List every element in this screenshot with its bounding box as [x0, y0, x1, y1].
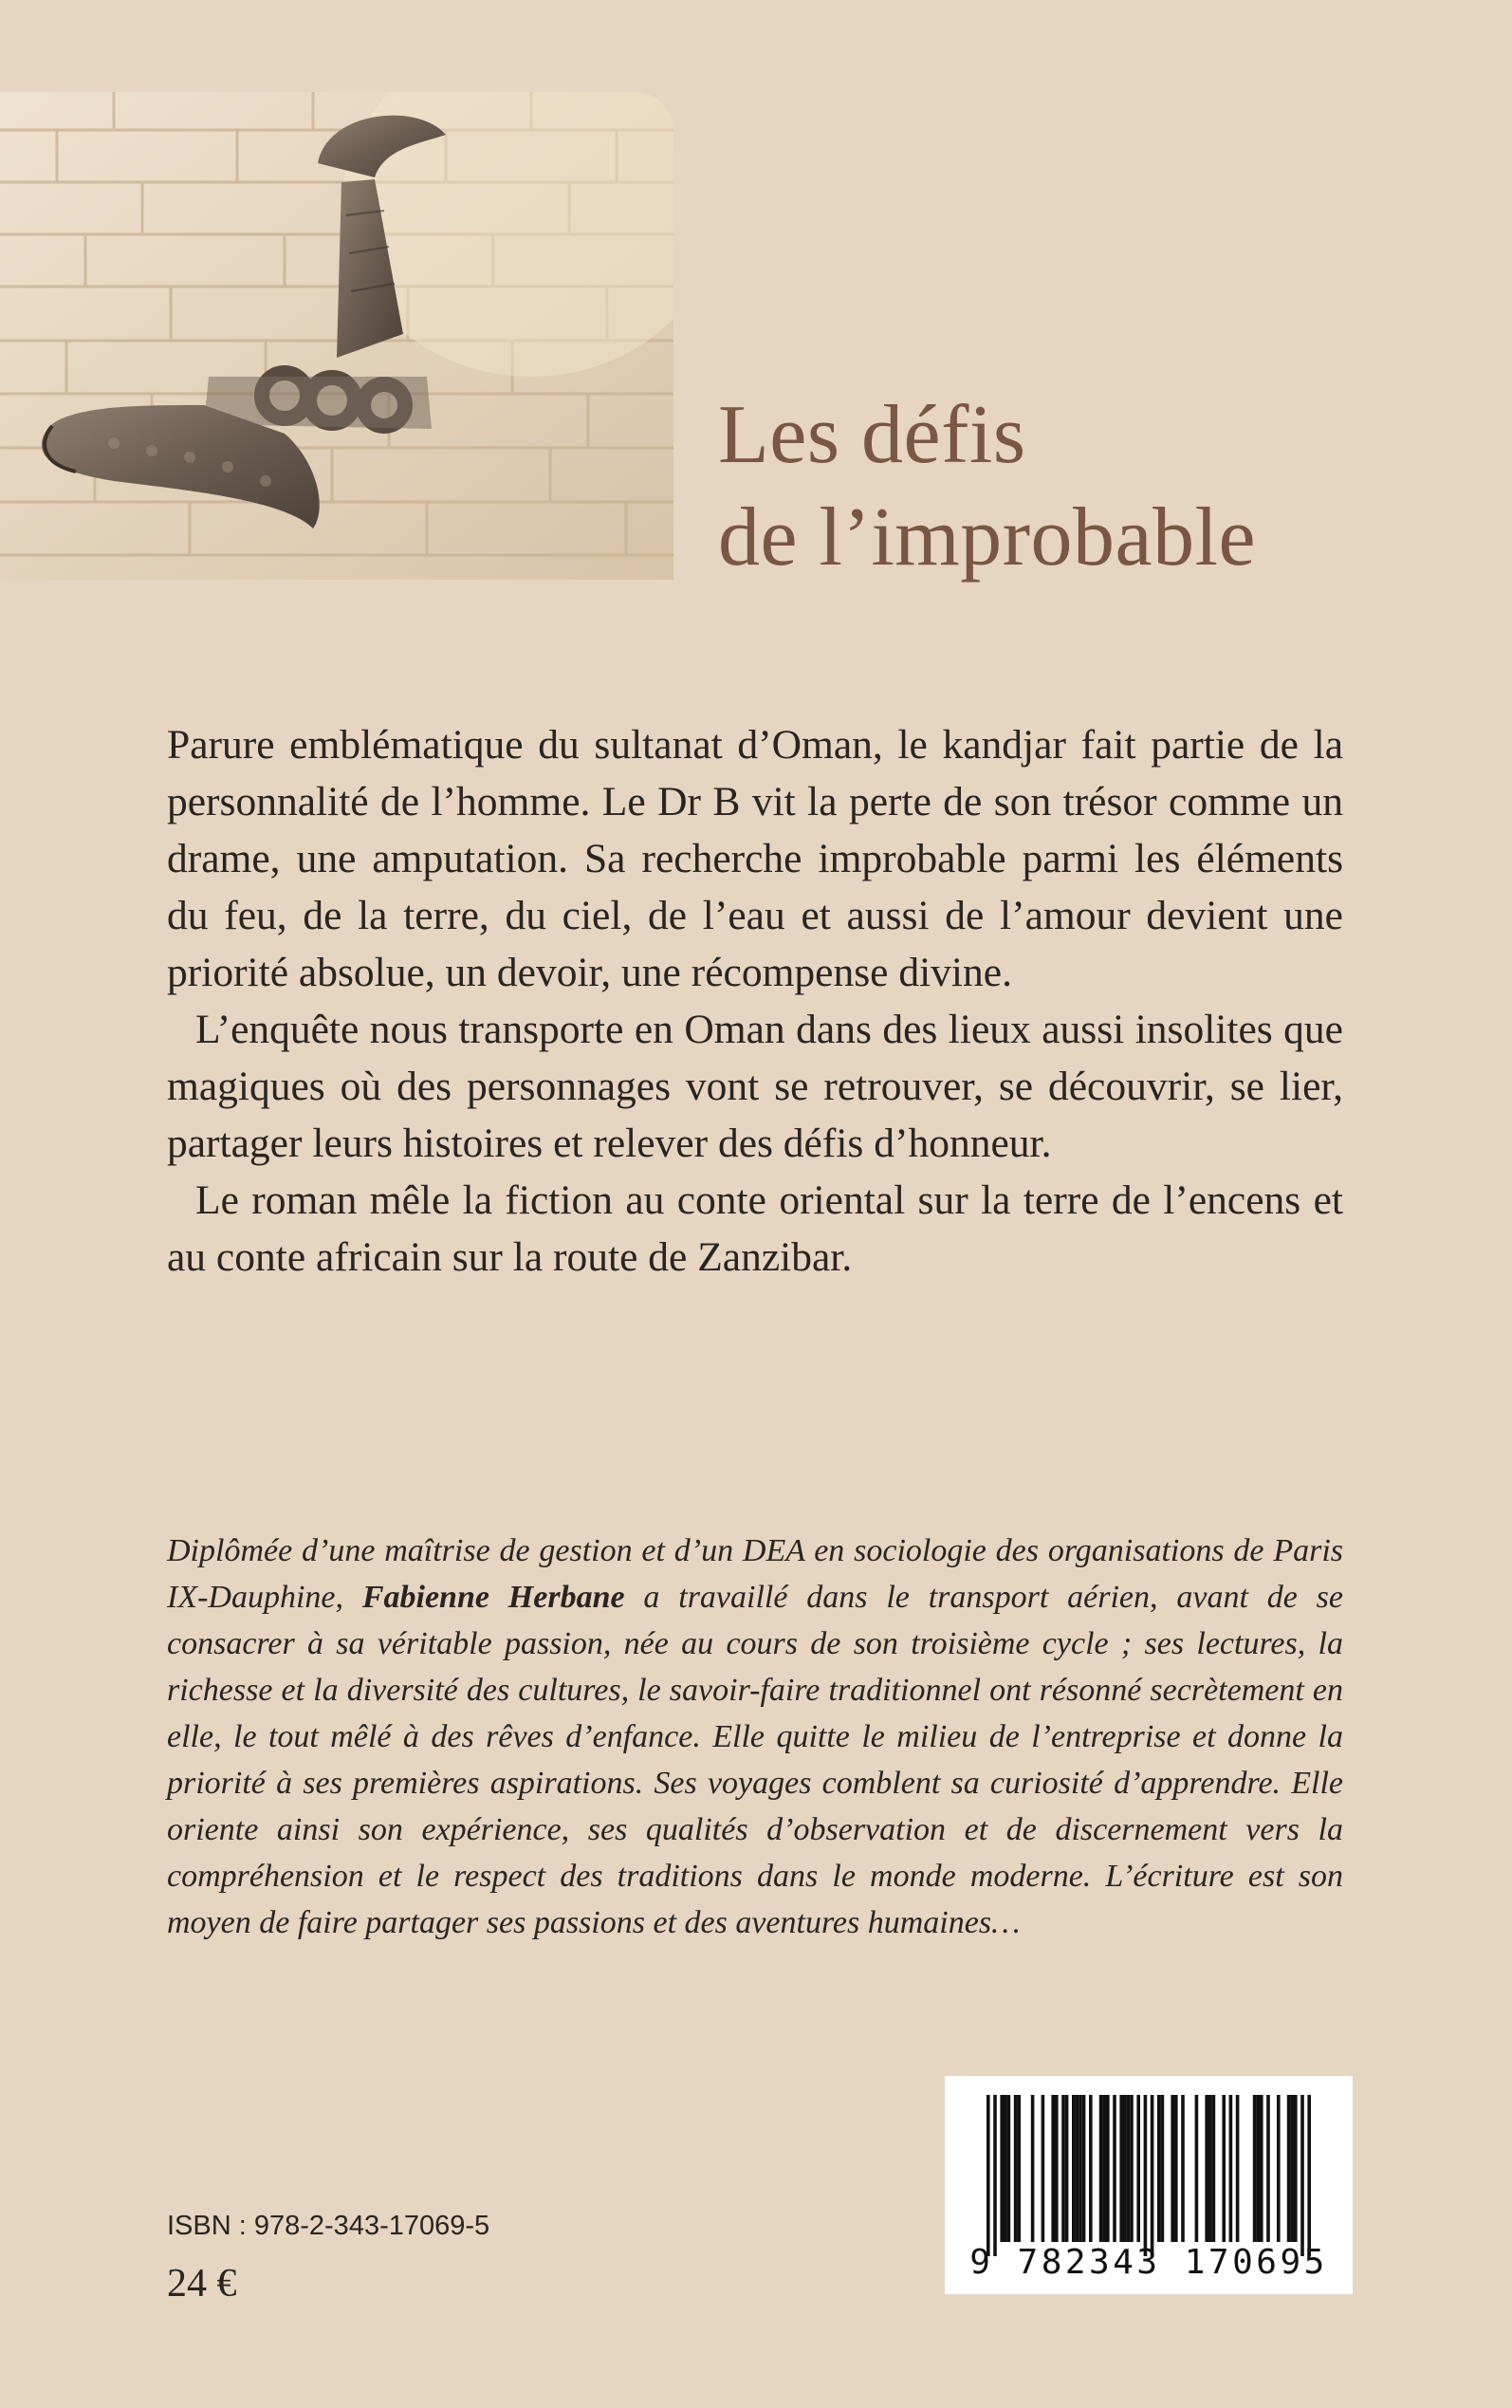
barcode-bar [1174, 2095, 1178, 2242]
barcode-bar [1236, 2095, 1240, 2242]
barcode-bar [1123, 2095, 1127, 2242]
book-title [718, 384, 1256, 589]
barcode-bar [1157, 2095, 1161, 2242]
barcode-bar [1253, 2095, 1257, 2242]
barcode-bar [1042, 2095, 1045, 2242]
barcode-bar [1017, 2095, 1021, 2242]
barcode-bar [1055, 2095, 1059, 2242]
barcode-bar [1161, 2095, 1165, 2242]
barcode-bar [1151, 2095, 1154, 2256]
barcode-bar [1072, 2095, 1076, 2242]
barcode-bar [1119, 2095, 1123, 2242]
barcode-bar [1181, 2095, 1185, 2242]
cover-photo-kandjar [0, 92, 673, 580]
barcode-bar [1076, 2095, 1079, 2242]
barcode-bar [1089, 2095, 1093, 2242]
barcode-bar [1065, 2095, 1069, 2242]
barcode-bar [1171, 2095, 1174, 2242]
barcode-bar [1300, 2095, 1304, 2256]
barcode-bar [1208, 2095, 1212, 2242]
barcode-bar [1205, 2095, 1208, 2242]
barcode-bar [1000, 2095, 1004, 2242]
book-summary [167, 716, 1343, 1286]
title-line-2: de l’improbable [718, 491, 1257, 583]
barcode-bar [1099, 2095, 1103, 2242]
barcode-bar [1113, 2095, 1116, 2242]
bio-text-start: Diplômée d’une maîtrise de gestion et d’un DEA en sociologie des organisations de Paris IX-Dauphine, [167, 1533, 1343, 1615]
barcode-bar [1014, 2095, 1018, 2242]
price: 24 € [167, 2262, 237, 2306]
summary-paragraph-1: Parure emblématique du sultanat d’Oman, le kandjar fait partie de la personnalité de l’homme. Le Dr B vit la perte de son trésor comme un drame, une amputation. Sa recherche improbable parmi les éléments du feu, de la terre, du ciel, de l’eau et aussi de l’amour devient une priorité absolue, un devoir, une récompense divine. [167, 722, 1343, 995]
bio-text-end: a travaillé dans le transport aérien, avant de se consacrer à sa véritable passion, née au cours de son troisième cycle ; ses lectures, la richesse et la diversité des cultures, le savoir-faire traditionnel ont résonné secrètement en elle, le tout mêlé à des rêves d’enfance. Elle quitte le milieu de l’entreprise et donne la priorité à ses premières aspirations. Ses voyages comblent sa curiosité d’apprendre. Elle oriente ainsi son expérience, ses qualités d’observation et de discernement vers la compréhension et le respect des traditions dans le monde moderne. L’écriture est son moyen de faire partager ses passions et des aventures humaines… [167, 1580, 1343, 1940]
summary-paragraph-2: L’enquête nous transporte en Oman dans des lieux aussi insolites que magiques où des personnages vont se retrouver, se découvrir, se lier, partager leurs histoires et relever des défis d’honneur. [167, 1007, 1343, 1166]
barcode-bar [986, 2095, 990, 2256]
barcode-bar [1277, 2095, 1281, 2242]
barcode-bar [993, 2095, 997, 2256]
title-line-1: Les défis [718, 389, 1026, 481]
barcode-bar [1287, 2095, 1291, 2242]
barcode-bar [1079, 2095, 1082, 2242]
isbn: ISBN : 978-2-343-17069-5 [167, 2211, 490, 2241]
barcode-bar [1061, 2095, 1065, 2242]
barcode-bar [1256, 2095, 1260, 2242]
author-bio [167, 1528, 1343, 1946]
barcode-bar [1004, 2095, 1007, 2242]
barcode-bar [1266, 2095, 1270, 2242]
barcode-bar [1260, 2095, 1263, 2242]
barcode-bar [1102, 2095, 1106, 2242]
summary-paragraph-3: Le roman mêle la fiction au conte oriental sur la terre de l’encens et au conte africain sur la route de Zanzibar. [167, 1177, 1343, 1280]
barcode-bar [1222, 2095, 1226, 2242]
barcode-bar [1212, 2095, 1216, 2242]
barcode-bar [1229, 2095, 1233, 2242]
barcode-bar [1307, 2095, 1311, 2256]
barcode-bar [1294, 2095, 1298, 2242]
barcode-bar [1007, 2095, 1011, 2242]
barcode-bar [1082, 2095, 1086, 2242]
barcode [945, 2076, 1353, 2294]
barcode-bar [1144, 2095, 1148, 2256]
barcode-bar [1195, 2095, 1199, 2242]
barcode-bar [1051, 2095, 1055, 2242]
barcode-bar [1136, 2095, 1140, 2242]
barcode-bar [1106, 2095, 1110, 2242]
barcode-bar [1290, 2095, 1294, 2242]
barcode-digits: 9 782343 170695 [969, 2243, 1328, 2282]
barcode-bar [1130, 2095, 1134, 2242]
barcode-bar [1031, 2095, 1035, 2242]
author-name: Fabienne Herbane [361, 1580, 625, 1615]
barcode-bar [1127, 2095, 1131, 2242]
